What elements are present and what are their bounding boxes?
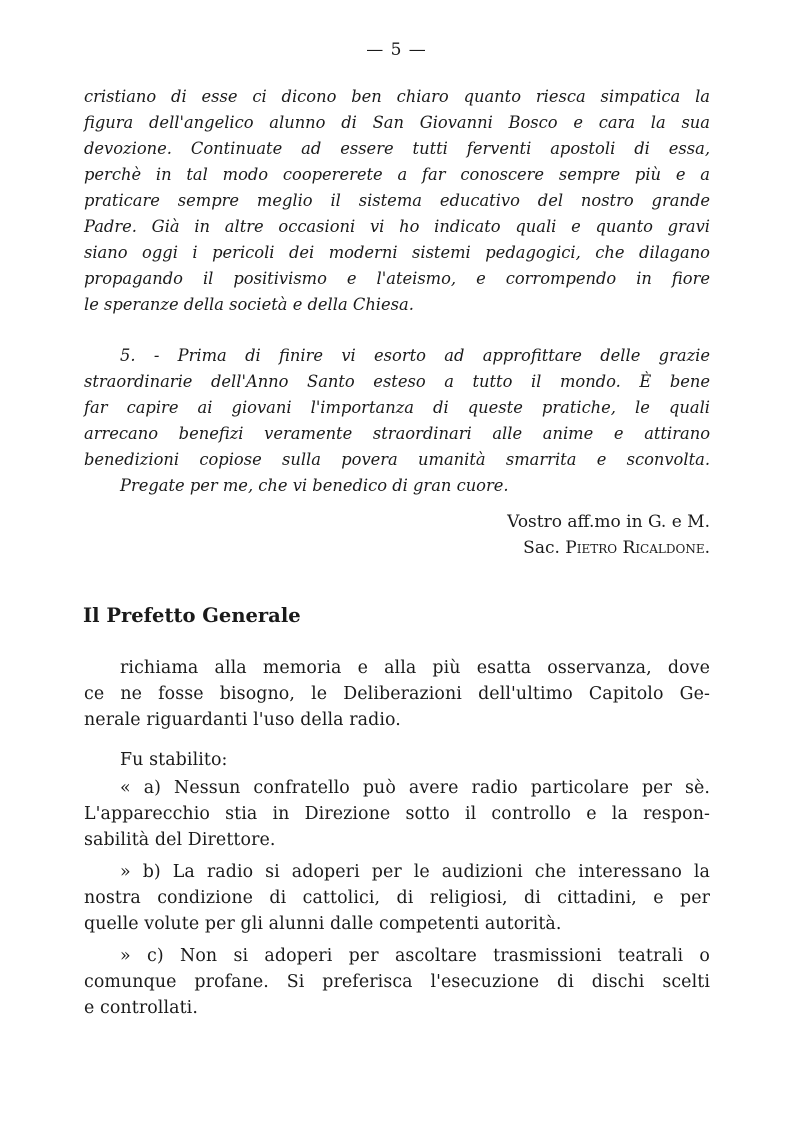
- text-line: benedizioni copiose sulla povera umanità smarrita e sconvolta.: [84, 450, 710, 469]
- text-line: propagando il positivismo e l'ateismo, e corrompendo in fiore: [84, 269, 710, 288]
- text-line: Fu stabilito:: [120, 750, 228, 770]
- text-line: « a) Nessun confratello può avere radio particolare per sè.: [120, 778, 710, 798]
- text-line: perchè in tal modo coopererete a far conoscere sempre più e a: [84, 165, 710, 184]
- section-heading: Il Prefetto Generale: [83, 604, 301, 627]
- text-line: Pregate per me, che vi benedico di gran cuore.: [120, 476, 509, 495]
- text-line: richiama alla memoria e alla più esatta osservanza, dove: [120, 658, 710, 678]
- text-line: 5. - Prima di finire vi esorto ad approfittare delle grazie: [120, 346, 710, 365]
- text-line: figura dell'angelico alunno di San Giovanni Bosco e cara la sua: [84, 113, 710, 132]
- signer-line: [507, 535, 710, 561]
- text-line: nostra condizione di cattolici, di religiosi, di cittadini, e per: [84, 888, 710, 908]
- signer-name: Pietro Ricaldone.: [565, 538, 710, 558]
- text-line: sabilità del Direttore.: [84, 830, 276, 850]
- text-line: e controllati.: [84, 998, 198, 1018]
- text-line: » b) La radio si adoperi per le audizioni che interessano la: [120, 862, 710, 882]
- letter-paragraph-1: [84, 84, 710, 318]
- signer-prefix: Sac.: [523, 538, 560, 558]
- text-line: Padre. Già in altre occasioni vi ho indicato quali e quanto gravi: [84, 217, 710, 236]
- letter-closing: [507, 509, 710, 561]
- text-line: far capire ai giovani l'importanza di queste pratiche, le quali: [84, 398, 710, 417]
- text-line: le speranze della società e della Chiesa.: [84, 295, 414, 314]
- closing-line: Vostro aff.mo in G. e M.: [507, 512, 710, 532]
- text-line: cristiano di esse ci dicono ben chiaro quanto riesca simpatica la: [84, 87, 710, 106]
- list-item-c: [84, 943, 710, 1021]
- text-line: siano oggi i pericoli dei moderni sistemi pedagogici, che dilagano: [84, 243, 710, 262]
- list-item-b: [84, 859, 710, 937]
- text-line: quelle volute per gli alunni dalle competenti autorità.: [84, 914, 562, 934]
- text-line: ce ne fosse bisogno, le Deliberazioni dell'ultimo Capitolo Ge-: [84, 684, 710, 704]
- text-line: L'apparecchio stia in Direzione sotto il controllo e la respon-: [84, 804, 710, 824]
- letter-paragraph-2: [84, 343, 710, 499]
- section-paragraph-1: [84, 655, 710, 733]
- text-line: devozione. Continuate ad essere tutti ferventi apostoli di essa,: [84, 139, 710, 158]
- text-line: » c) Non si adoperi per ascoltare trasmissioni teatrali o: [120, 946, 710, 966]
- text-line: straordinarie dell'Anno Santo esteso a tutto il mondo. È bene: [84, 372, 710, 391]
- text-line: nerale riguardanti l'uso della radio.: [84, 710, 401, 730]
- text-line: arrecano benefizi veramente straordinari alle anime e attirano: [84, 424, 710, 443]
- text-line: praticare sempre meglio il sistema educativo del nostro grande: [84, 191, 710, 210]
- text-line: comunque profane. Si preferisca l'esecuzione di dischi scelti: [84, 972, 710, 992]
- section-paragraph-2: [84, 747, 710, 773]
- list-item-a: [84, 775, 710, 853]
- page-number: — 5 —: [366, 40, 427, 60]
